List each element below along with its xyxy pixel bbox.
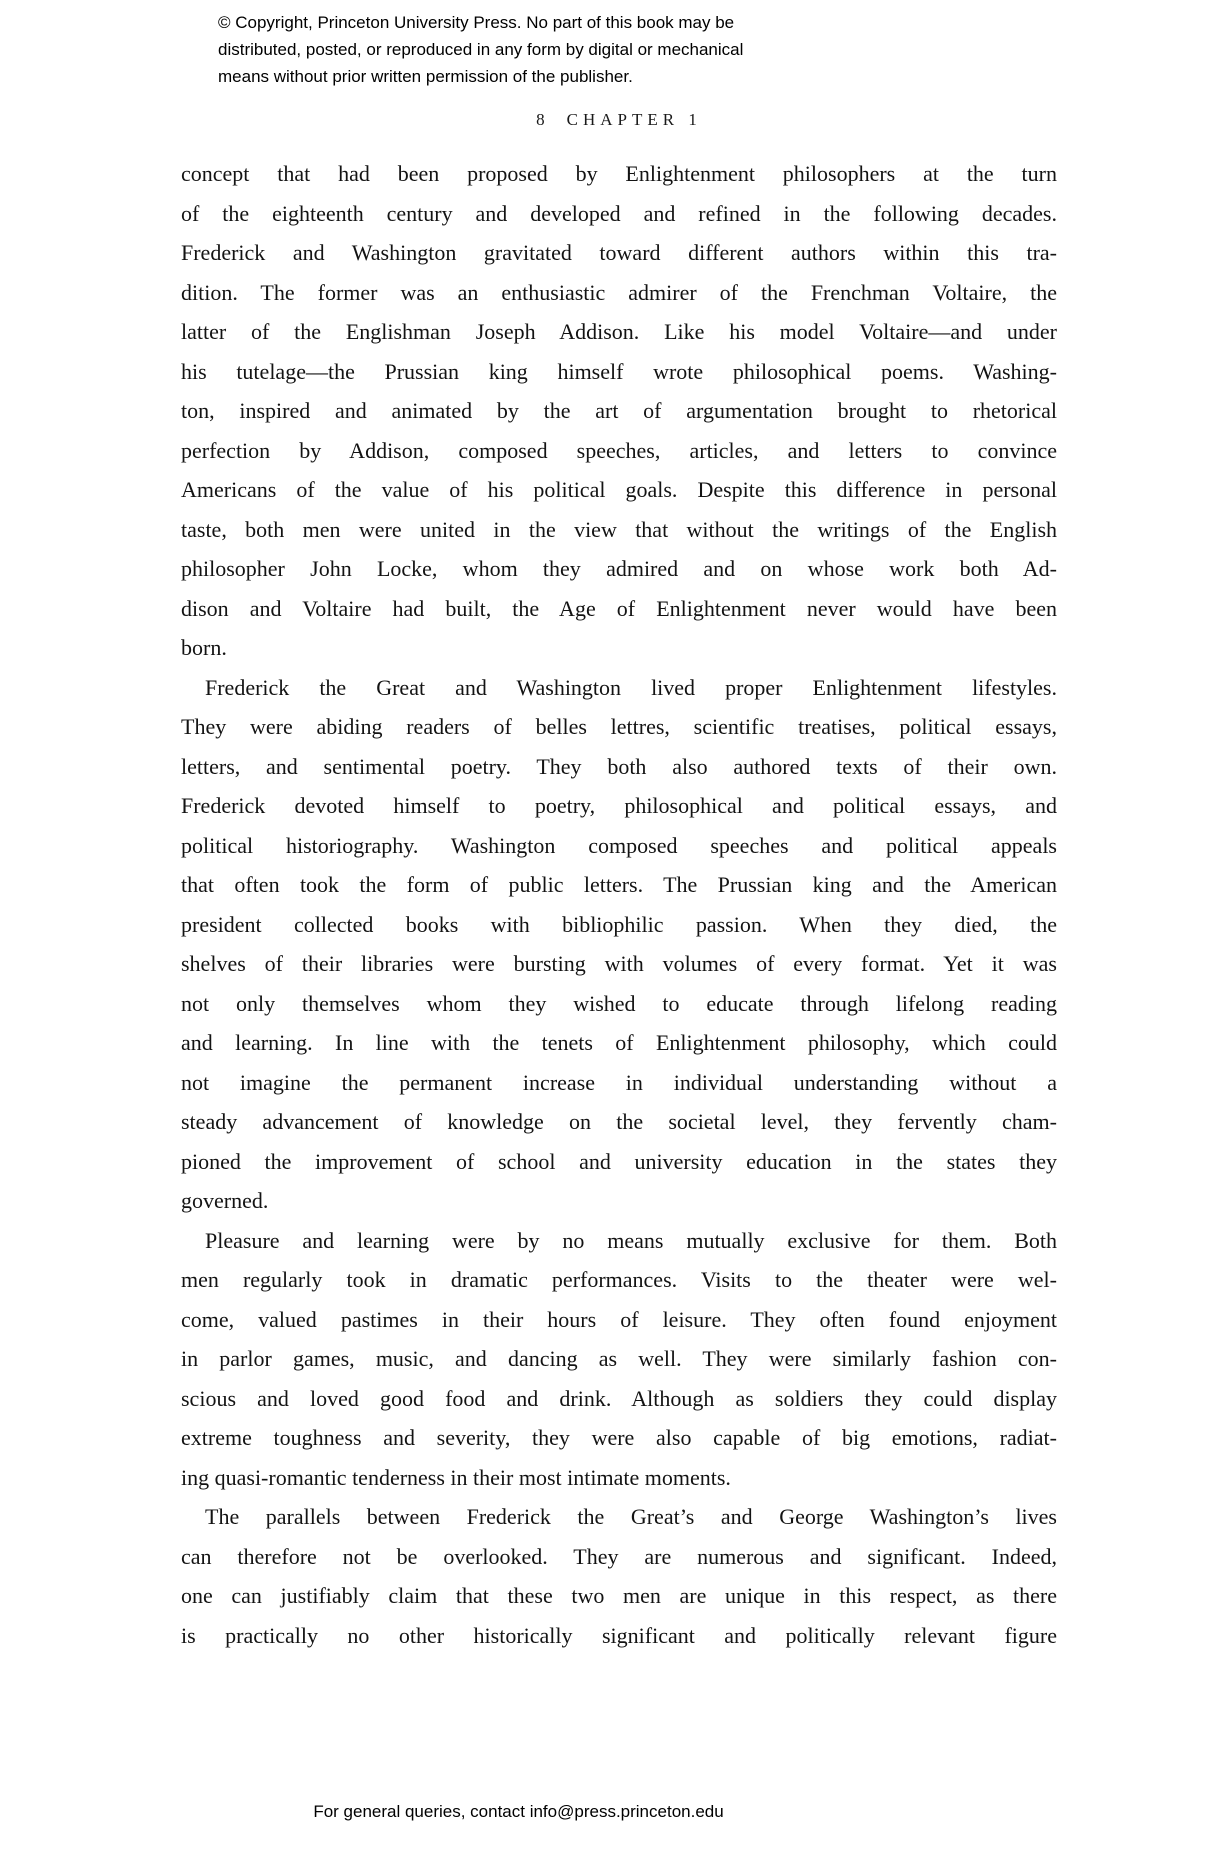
- text-line: and learning. In line with the tenets of Enlightenment philosophy, which could: [181, 1030, 1057, 1055]
- chapter-title: CHAPTER 1: [566, 110, 702, 129]
- text-line: concept that had been proposed by Enlightenment philosophers at the turn: [181, 161, 1057, 186]
- copyright-line: means without prior written permission of the publisher.: [218, 67, 633, 86]
- page-number: 8: [536, 110, 545, 129]
- paragraph: [181, 1221, 1057, 1498]
- paragraph: [181, 668, 1057, 1221]
- text-line: ton, inspired and animated by the art of argumentation brought to rhetorical: [181, 398, 1057, 423]
- text-line: one can justifiably claim that these two men are unique in this respect, as there: [181, 1583, 1057, 1608]
- copyright-line: distributed, posted, or reproduced in any form by digital or mechanical: [218, 40, 744, 59]
- text-line: ing quasi-romantic tenderness in their most intimate moments.: [181, 1464, 731, 1490]
- text-line: scious and loved good food and drink. Although as soldiers they could display: [181, 1385, 1057, 1411]
- text-line: in parlor games, music, and dancing as well. They were similarly fashion con-: [181, 1346, 1057, 1371]
- text-line: political historiography. Washington composed speeches and political appeals: [181, 832, 1057, 858]
- text-line: perfection by Addison, composed speeches, articles, and letters to convince: [181, 437, 1057, 463]
- text-line: dison and Voltaire had built, the Age of Enlightenment never would have been: [181, 595, 1057, 621]
- text-line: pioned the improvement of school and university education in the states they: [181, 1148, 1057, 1174]
- text-line: of the eighteenth century and developed and refined in the following decades.: [181, 200, 1057, 226]
- text-line: letters, and sentimental poetry. They both also authored texts of their own.: [181, 753, 1057, 779]
- copyright-notice: [218, 9, 858, 90]
- copyright-line: © Copyright, Princeton University Press. No part of this book may be: [218, 13, 735, 32]
- text-line: come, valued pastimes in their hours of leisure. They often found enjoyment: [181, 1306, 1057, 1332]
- text-line: The parallels between Frederick the Great’s and George Washington’s lives: [205, 1504, 1057, 1529]
- text-line: not only themselves whom they wished to educate through lifelong reading: [181, 990, 1057, 1016]
- text-line: can therefore not be overlooked. They are numerous and significant. Indeed,: [181, 1543, 1057, 1569]
- text-line: Frederick devoted himself to poetry, philosophical and political essays, and: [181, 793, 1057, 818]
- text-line: governed.: [181, 1188, 269, 1213]
- text-line: steady advancement of knowledge on the societal level, they fervently cham-: [181, 1109, 1057, 1134]
- text-line: Frederick the Great and Washington lived proper Enlightenment lifestyles.: [205, 674, 1057, 700]
- text-line: philosopher John Locke, whom they admired and on whose work both Ad-: [181, 556, 1057, 581]
- text-line: Pleasure and learning were by no means mutually exclusive for them. Both: [205, 1227, 1057, 1253]
- text-line: They were abiding readers of belles lettres, scientific treatises, political essays,: [181, 714, 1057, 739]
- text-line: men regularly took in dramatic performances. Visits to the theater were wel-: [181, 1267, 1057, 1292]
- paragraph: [181, 154, 1057, 668]
- text-line: latter of the Englishman Joseph Addison. Like his model Voltaire—and under: [181, 319, 1057, 344]
- text-line: Americans of the value of his political goals. Despite this difference in personal: [181, 477, 1057, 502]
- paragraph: [181, 1497, 1057, 1655]
- text-line: extreme toughness and severity, they were also capable of big emotions, radiat-: [181, 1425, 1057, 1450]
- text-line: taste, both men were united in the view that without the writings of the English: [181, 516, 1057, 542]
- running-head: [181, 110, 1057, 130]
- text-line: Frederick and Washington gravitated toward different authors within this tra-: [181, 240, 1057, 265]
- text-line: president collected books with bibliophilic passion. When they died, the: [181, 911, 1057, 937]
- text-line: dition. The former was an enthusiastic admirer of the Frenchman Voltaire, the: [181, 279, 1057, 305]
- text-line: his tutelage—the Prussian king himself wrote philosophical poems. Washing-: [181, 358, 1057, 384]
- footer-note: For general queries, contact info@press.princeton.edu: [313, 1802, 724, 1821]
- text-line: is practically no other historically significant and politically relevant figure: [181, 1622, 1057, 1648]
- text-line: born.: [181, 635, 227, 660]
- text-line: not imagine the permanent increase in individual understanding without a: [181, 1069, 1057, 1095]
- body-text: [181, 154, 1057, 1655]
- text-line: that often took the form of public letters. The Prussian king and the American: [181, 872, 1057, 897]
- text-line: shelves of their libraries were bursting with volumes of every format. Yet it was: [181, 951, 1057, 976]
